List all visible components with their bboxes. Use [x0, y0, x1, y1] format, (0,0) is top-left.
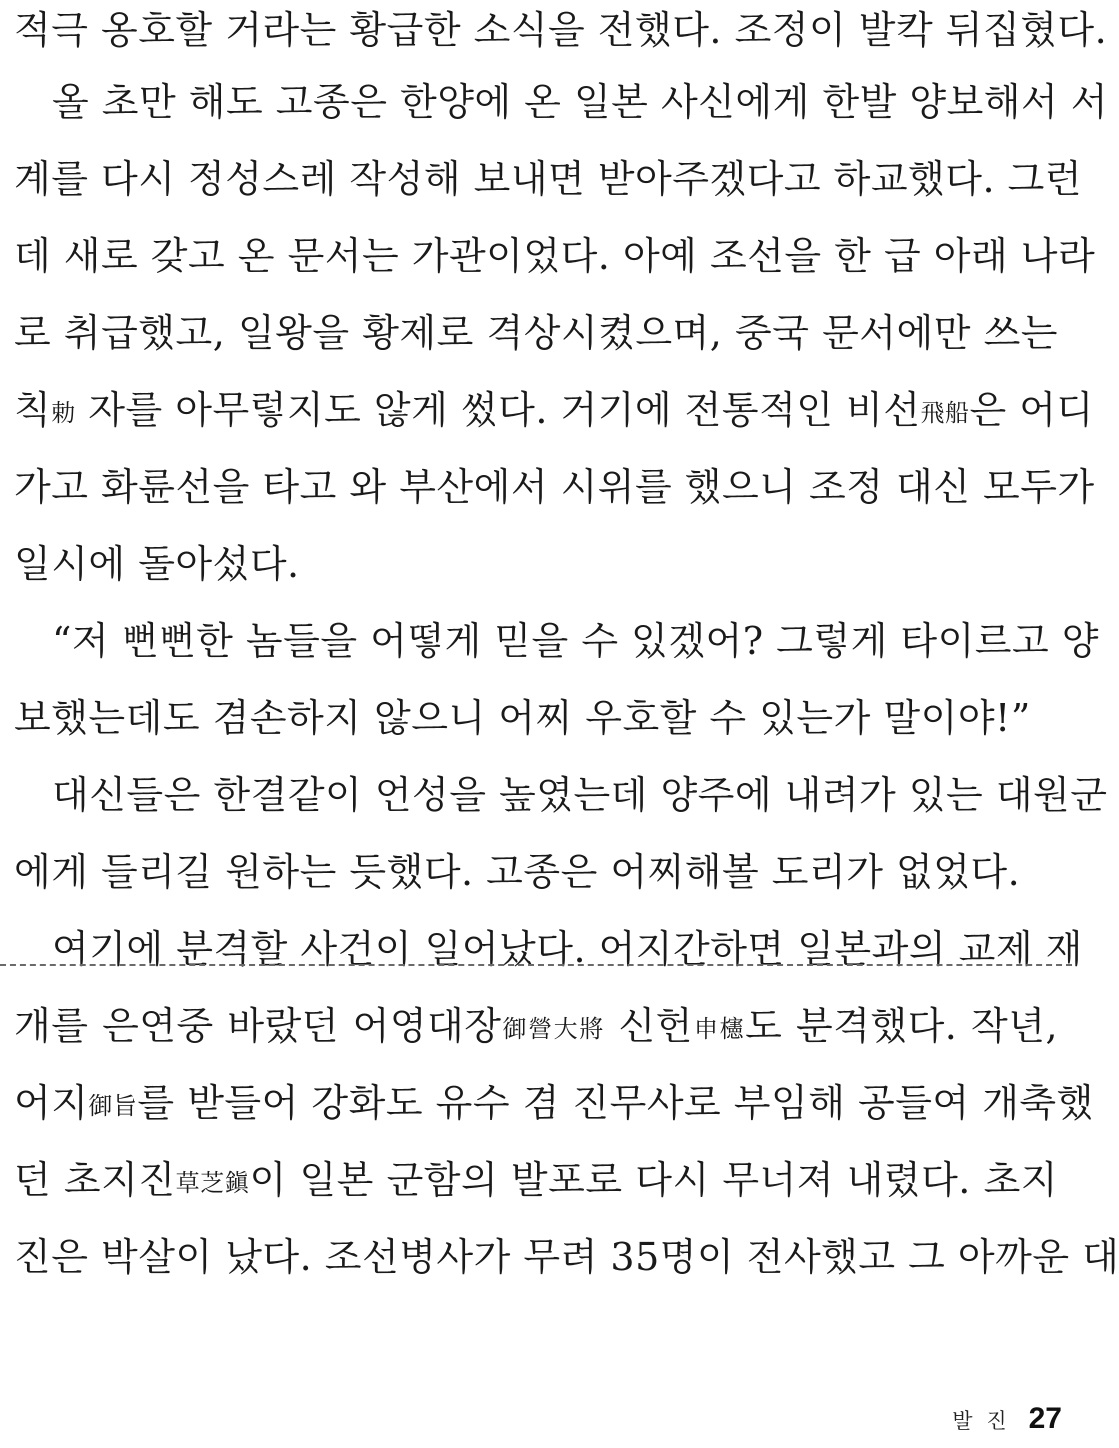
text-segment: 자를 아무렇지도 않게 썼다. 거기에 전통적인 비선 — [75, 388, 921, 432]
hanja-annotation: 勅 — [51, 399, 76, 427]
text-line: 일시에 돌아섰다. — [14, 542, 300, 586]
text-segment: 개를 은연중 바랐던 어영대장 — [14, 1004, 502, 1048]
text-line: 에게 들리길 원하는 듯했다. 고종은 어찌해볼 도리가 없었다. — [14, 850, 1021, 894]
page-footer — [952, 1402, 1062, 1442]
text-segment: 던 초지진 — [14, 1158, 176, 1202]
text-segment: 어지 — [14, 1081, 89, 1125]
hanja-annotation: 飛船 — [920, 399, 970, 427]
page-number: 27 — [1028, 1402, 1062, 1435]
hanja-annotation: 御營大將 — [501, 1015, 605, 1043]
text-line — [14, 996, 1058, 1056]
text-line: 대신들은 한결같이 언성을 높였는데 양주에 내려가 있는 대원군 — [52, 773, 1108, 817]
text-line: 진은 박살이 났다. 조선병사가 무려 35명이 전사했고 그 아까운 대 — [14, 1235, 1119, 1279]
text-line: “저 뻔뻔한 놈들을 어떻게 믿을 수 있겠어? 그렇게 타이르고 양 — [52, 619, 1100, 663]
text-line: 여기에 분격할 사건이 일어났다. 어지간하면 일본과의 교제 재 — [52, 927, 1083, 971]
text-segment: 이 일본 군함의 발포로 다시 무너져 내렸다. 초지 — [249, 1158, 1058, 1202]
page-fold-divider — [0, 964, 1072, 966]
hanja-annotation: 草芝鎭 — [175, 1169, 250, 1197]
text-segment: 신헌 — [604, 1004, 693, 1048]
text-line: 보했는데도 겸손하지 않으니 어찌 우호할 수 있는가 말이야!” — [14, 696, 1031, 740]
text-line: 계를 다시 정성스레 작성해 보내면 받아주겠다고 하교했다. 그런 — [14, 157, 1083, 201]
text-segment: 를 받들어 강화도 유수 겸 진무사로 부임해 공들여 개축했 — [137, 1081, 1094, 1125]
text-segment: 은 어디 — [969, 388, 1094, 432]
text-line: 가고 화륜선을 타고 와 부산에서 시위를 했으니 조정 대신 모두가 — [14, 465, 1095, 509]
text-segment: 도 분격했다. 작년, — [745, 1004, 1059, 1048]
text-line: 데 새로 갖고 온 문서는 가관이었다. 아예 조선을 한 급 아래 나라 — [14, 234, 1096, 278]
hanja-annotation: 申櫶 — [692, 1015, 746, 1043]
text-line: 적극 옹호할 거라는 황급한 소식을 전했다. 조정이 발칵 뒤집혔다. — [14, 8, 1108, 52]
text-line: 로 취급했고, 일왕을 황제로 격상시켰으며, 중국 문서에만 쓰는 — [14, 311, 1058, 355]
text-segment: 칙 — [14, 388, 52, 432]
text-line: 올 초만 해도 고종은 한양에 온 일본 사신에게 한발 양보해서 서 — [52, 80, 1108, 124]
text-line — [14, 1073, 1094, 1133]
hanja-annotation: 御旨 — [88, 1092, 138, 1120]
running-title: 발 진 — [952, 1410, 1011, 1433]
text-line — [14, 1150, 1058, 1210]
text-line — [14, 380, 1094, 440]
